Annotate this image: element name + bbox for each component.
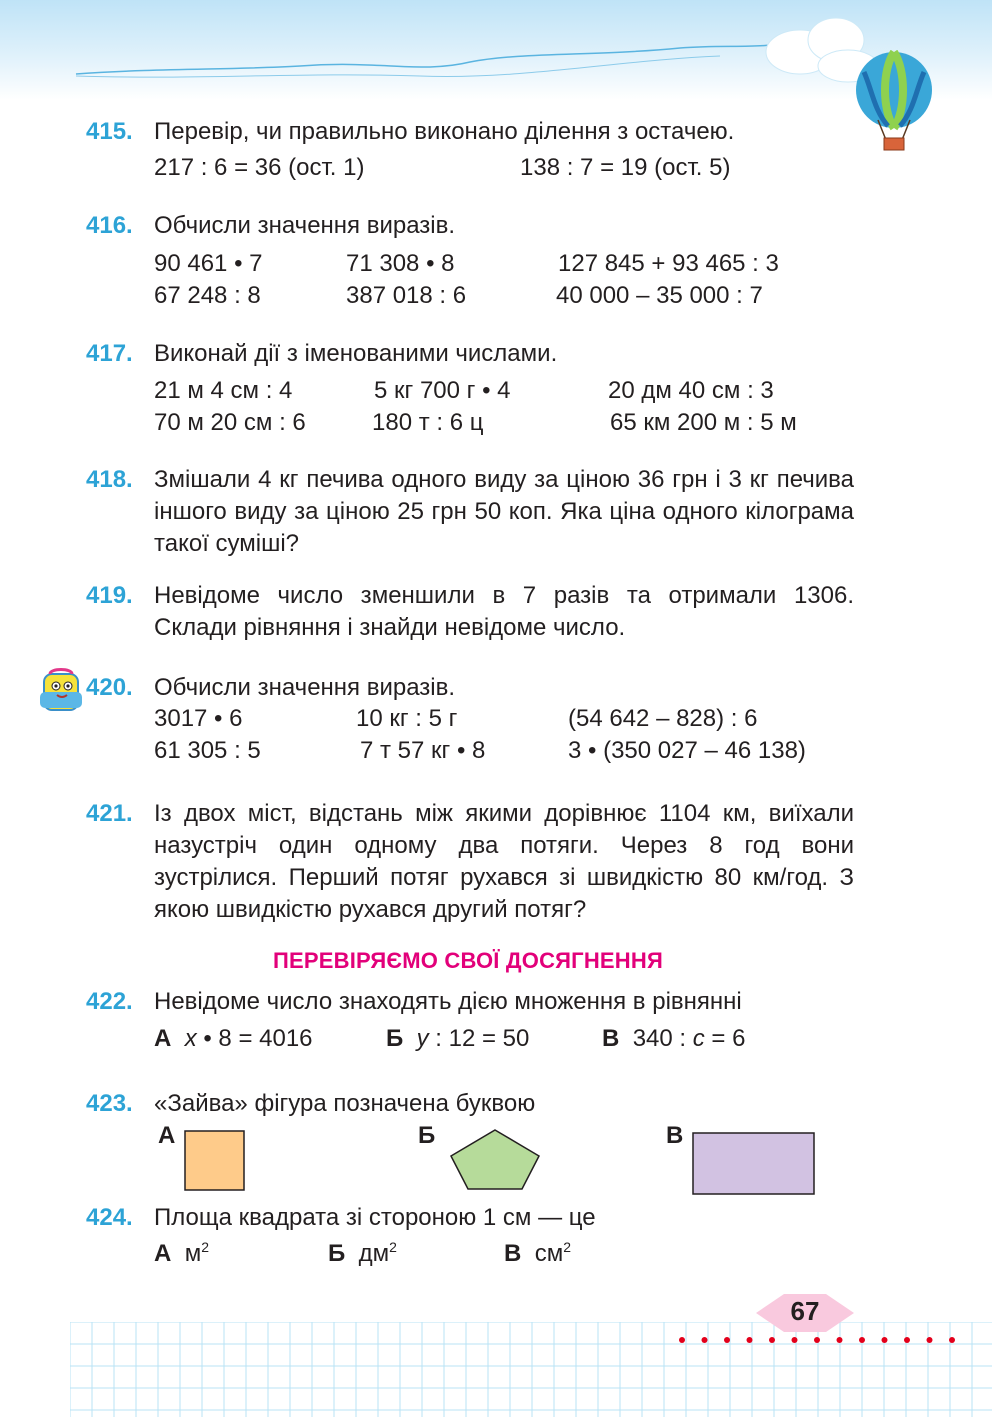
red-dot <box>882 1337 888 1343</box>
task-424 <box>86 1202 596 1234</box>
pentagon-shape[interactable] <box>448 1128 542 1192</box>
task-number: 417. <box>86 340 133 367</box>
page-number: 67 <box>790 1296 820 1326</box>
rectangle-shape[interactable] <box>692 1132 816 1196</box>
expression: 71 308 • 8 <box>346 250 455 277</box>
option-letter: В <box>602 1025 620 1052</box>
header-sky-decoration <box>0 0 992 100</box>
task-418-number <box>86 464 154 496</box>
answer-option-c[interactable] <box>602 1023 745 1055</box>
option-letter: А <box>154 1240 172 1267</box>
red-dot <box>769 1337 775 1343</box>
task-number: 419. <box>86 582 133 609</box>
expression: 138 : 7 = 19 (ост. 5) <box>520 154 731 181</box>
unit: дм <box>358 1240 390 1267</box>
hot-air-balloon-icon <box>852 50 936 154</box>
expression: 127 845 + 93 465 : 3 <box>558 250 779 277</box>
square-shape[interactable] <box>184 1130 246 1192</box>
expression: 10 кг : 5 г <box>356 705 458 732</box>
task-419-number <box>86 580 154 612</box>
expression: 20 дм 40 см : 3 <box>608 377 774 404</box>
answer-option-c[interactable] <box>504 1238 571 1270</box>
exponent: 2 <box>201 1239 209 1255</box>
expression: 65 км 200 м : 5 м <box>610 409 797 436</box>
task-text: Перевір, чи правильно виконано ділення з остачею. <box>154 118 735 145</box>
task-text: Обчисли значення виразів. <box>154 674 456 701</box>
task-421-number <box>86 798 154 830</box>
red-dot <box>949 1337 955 1343</box>
equation-text: : 12 = 50 <box>428 1025 530 1052</box>
expression: 180 т : 6 ц <box>372 409 484 436</box>
red-dot <box>747 1337 753 1343</box>
red-dot <box>904 1337 910 1343</box>
answer-option-a[interactable] <box>154 1023 313 1055</box>
expression: 387 018 : 6 <box>346 282 467 309</box>
expression: 70 м 20 см : 6 <box>154 409 306 436</box>
red-dot <box>837 1337 843 1343</box>
expression: 7 т 57 кг • 8 <box>360 737 486 764</box>
variable: c <box>692 1025 705 1052</box>
red-dot <box>814 1337 820 1343</box>
answer-option-b[interactable] <box>328 1238 397 1270</box>
expression: 217 : 6 = 36 (ост. 1) <box>154 154 365 181</box>
red-dot <box>724 1337 730 1343</box>
task-number: 420. <box>86 674 133 701</box>
unit: см <box>534 1240 564 1267</box>
option-letter: В <box>504 1240 522 1267</box>
red-dots-decoration <box>676 1334 966 1346</box>
expression: 67 248 : 8 <box>154 282 261 309</box>
task-number: 422. <box>86 988 133 1015</box>
option-letter: Б <box>418 1122 436 1149</box>
task-text: Обчисли значення виразів. <box>154 212 456 239</box>
task-number: 423. <box>86 1090 133 1117</box>
red-dot <box>679 1337 685 1343</box>
task-416 <box>86 210 456 242</box>
red-dot <box>702 1337 708 1343</box>
equation-text: = 6 <box>704 1025 746 1052</box>
answer-option-a[interactable] <box>154 1238 209 1270</box>
expression: 90 461 • 7 <box>154 250 263 277</box>
task-text: Площа квадрата зі стороною 1 см — це <box>154 1204 596 1231</box>
option-letter: А <box>154 1025 172 1052</box>
backpack-mascot-icon <box>36 668 88 714</box>
unit: м <box>184 1240 202 1267</box>
task-number: 418. <box>86 466 133 493</box>
answer-option-b[interactable] <box>386 1023 529 1055</box>
section-title: ПЕРЕВІРЯЄМО СВОЇ ДОСЯГНЕННЯ <box>272 948 663 973</box>
red-dot <box>792 1337 798 1343</box>
task-421-text: Із двох міст, відстань між якими дорівнює 1104 км, виїхали назустріч один одному два потяги. Через 8 год вони зустрілися. Перший потяг рухався зі швидкістю 80 км/год. З якою швидкістю рухався другий потяг? <box>154 800 854 923</box>
variable: y <box>416 1025 429 1052</box>
expression: 3017 • 6 <box>154 705 243 732</box>
task-text: «Зайва» фігура позначена буквою <box>154 1090 536 1117</box>
task-423 <box>86 1088 536 1120</box>
expression: 61 305 : 5 <box>154 737 261 764</box>
exponent: 2 <box>389 1239 397 1255</box>
task-text: Невідоме число знаходять дією множення в рівнянні <box>154 988 742 1015</box>
red-dot <box>927 1337 933 1343</box>
equation-text: • 8 = 4016 <box>196 1025 313 1052</box>
task-417 <box>86 338 558 370</box>
expression: 5 кг 700 г • 4 <box>374 377 511 404</box>
task-418-text: Змішали 4 кг печива одного виду за ціною 36 грн і 3 кг печива іншого виду за ціною 25 грн 50 коп. Яка ціна одного кілограма такої суміші? <box>154 466 854 557</box>
exponent: 2 <box>563 1239 571 1255</box>
task-number: 421. <box>86 800 133 827</box>
expression: 40 000 – 35 000 : 7 <box>556 282 763 309</box>
expression: (54 642 – 828) : 6 <box>568 705 758 732</box>
variable: x <box>184 1025 197 1052</box>
option-letter: В <box>666 1122 684 1149</box>
task-number: 424. <box>86 1204 133 1231</box>
expression: 3 • (350 027 – 46 138) <box>568 737 806 764</box>
red-dot <box>859 1337 865 1343</box>
task-419-text: Невідоме число зменшили в 7 разів та отримали 1306. Склади рівняння і знайди невідоме число. <box>154 582 854 641</box>
task-415 <box>86 116 735 148</box>
task-420 <box>86 672 456 704</box>
task-text: Виконай дії з іменованими числами. <box>154 340 558 367</box>
option-letter: А <box>158 1122 176 1149</box>
task-number: 416. <box>86 212 133 239</box>
equation-text: 340 : <box>632 1025 693 1052</box>
option-letter: Б <box>328 1240 346 1267</box>
expression: 21 м 4 см : 4 <box>154 377 293 404</box>
task-422 <box>86 986 742 1018</box>
task-number: 415. <box>86 118 133 145</box>
option-letter: Б <box>386 1025 404 1052</box>
